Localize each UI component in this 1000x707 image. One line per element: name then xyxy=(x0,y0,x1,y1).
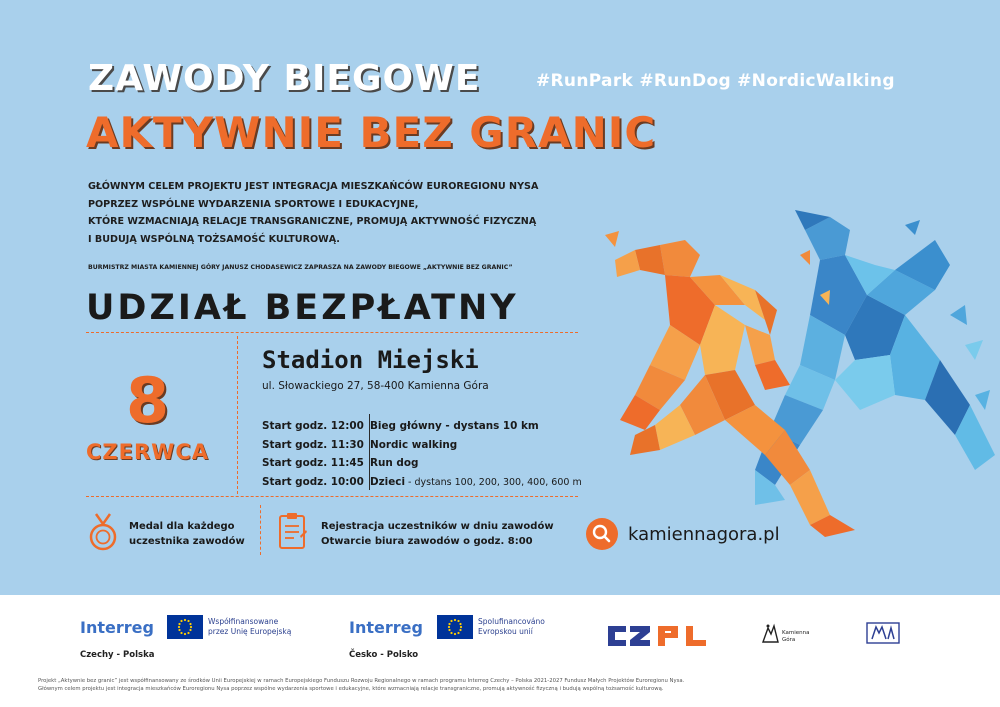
medal-icon xyxy=(86,512,120,552)
description-line: POPRZEZ WSPÓLNE WYDARZENIA SPORTOWE I EDUKACYJNE, xyxy=(88,198,419,210)
schedule-time: Start godz. 11:30 xyxy=(262,438,364,451)
fine-print-line: Głównym celem projektu jest integracja mieszkańców Euroregionu Nysa poprzez wspólne wydarzenia sportowe i edukacyjne, które wzmacniają relacje transgraniczne, promują aktywność fizyczną i budują wspólną tożsamość kulturową. xyxy=(38,686,664,692)
registration-line: Rejestracja uczestników w dniu zawodów xyxy=(321,521,554,532)
schedule-time: Start godz. 10:00 xyxy=(262,475,364,488)
event-day: 8 xyxy=(126,364,170,437)
eu-cofinancing-text: Spolufinancováno Evropskou unií xyxy=(478,617,545,636)
schedule-event: Nordic walking xyxy=(370,438,458,451)
interreg-logo: Interreg xyxy=(80,618,154,637)
schedule-time: Start godz. 12:00 xyxy=(262,420,364,433)
schedule-event: Dzieci - dystans 100, 200, 300, 400, 600 m xyxy=(370,475,582,488)
medal-line: Medal dla każdego xyxy=(129,521,235,532)
euroregion-logo xyxy=(866,622,900,644)
dashed-divider xyxy=(260,505,261,555)
free-entry-heading: UDZIAŁ BEZPŁATNY xyxy=(86,288,519,328)
project-description xyxy=(88,178,628,248)
schedule-row xyxy=(262,436,582,455)
clipboard-icon xyxy=(278,512,308,550)
interreg-region: Česko - Polsko xyxy=(349,650,419,660)
venue-address: ul. Słowackiego 27, 58-400 Kamienna Góra xyxy=(262,380,489,392)
schedule-event: Bieg główny - dystans 10 km xyxy=(370,420,539,433)
schedule-event: Run dog xyxy=(370,457,419,470)
description-line: GŁÓWNYM CELEM PROJEKTU JEST INTEGRACJA MIESZKAŃCÓW EUROREGIONU NYSA xyxy=(88,181,539,192)
registration-info xyxy=(321,519,554,549)
registration-line: Otwarcie biura zawodów o godz. 8:00 xyxy=(321,536,533,547)
event-month: CZERWCA xyxy=(86,440,209,464)
kamienna-gora-text: Kamienna Góra xyxy=(782,630,810,643)
medal-line: uczestnika zawodów xyxy=(129,536,245,547)
interreg-region: Czechy - Polska xyxy=(80,650,155,660)
schedule-row xyxy=(262,417,582,436)
fine-print-line: Projekt „Aktywnie bez granic” jest współfinansowany ze środków Unii Europejskiej w ramach Europejskiego Funduszu Rozwoju Regionalnego w ramach programu Interreg Czechy – Polska 2021-2027 Fundusz Małych Projektów Euroregionu Nysa. xyxy=(38,678,685,684)
event-subtitle: AKTYWNIE BEZ GRANIC xyxy=(86,108,657,157)
event-title: ZAWODY BIEGOWE xyxy=(88,58,481,99)
venue-name: Stadion Miejski xyxy=(262,346,479,374)
eu-cofinancing-text: Współfinansowane przez Unię Europejską xyxy=(208,617,292,636)
runners-illustration xyxy=(605,195,1000,540)
dashed-divider xyxy=(86,332,578,333)
schedule-time: Start godz. 11:45 xyxy=(262,457,364,470)
schedule-row xyxy=(262,454,582,473)
mayor-invitation: BURMISTRZ MIASTA KAMIENNEJ GÓRY JANUSZ CHODASEWICZ ZAPRASZA NA ZAWODY BIEGOWE „AKTYWNIE BEZ GRANIC” xyxy=(88,264,513,271)
website-link[interactable]: kamiennagora.pl xyxy=(628,524,780,545)
eu-flag-icon xyxy=(167,615,203,639)
hashtags: #RunPark #RunDog #NordicWalking xyxy=(536,71,895,91)
interreg-logo: Interreg xyxy=(349,618,423,637)
schedule-list xyxy=(262,417,582,491)
eu-flag-icon xyxy=(437,615,473,639)
description-line: I BUDUJĄ WSPÓLNĄ TOŻSAMOŚĆ KULTUROWĄ. xyxy=(88,233,340,245)
schedule-row xyxy=(262,473,582,492)
dashed-divider xyxy=(86,496,578,497)
cz-pl-logo xyxy=(606,622,712,650)
dashed-divider xyxy=(237,336,238,494)
fine-print xyxy=(38,677,966,693)
medal-info xyxy=(129,519,245,549)
kamienna-gora-logo xyxy=(760,622,780,644)
description-line: KTÓRE WZMACNIAJĄ RELACJE TRANSGRANICZNE, PROMUJĄ AKTYWNOŚĆ FIZYCZNĄ xyxy=(88,216,537,227)
